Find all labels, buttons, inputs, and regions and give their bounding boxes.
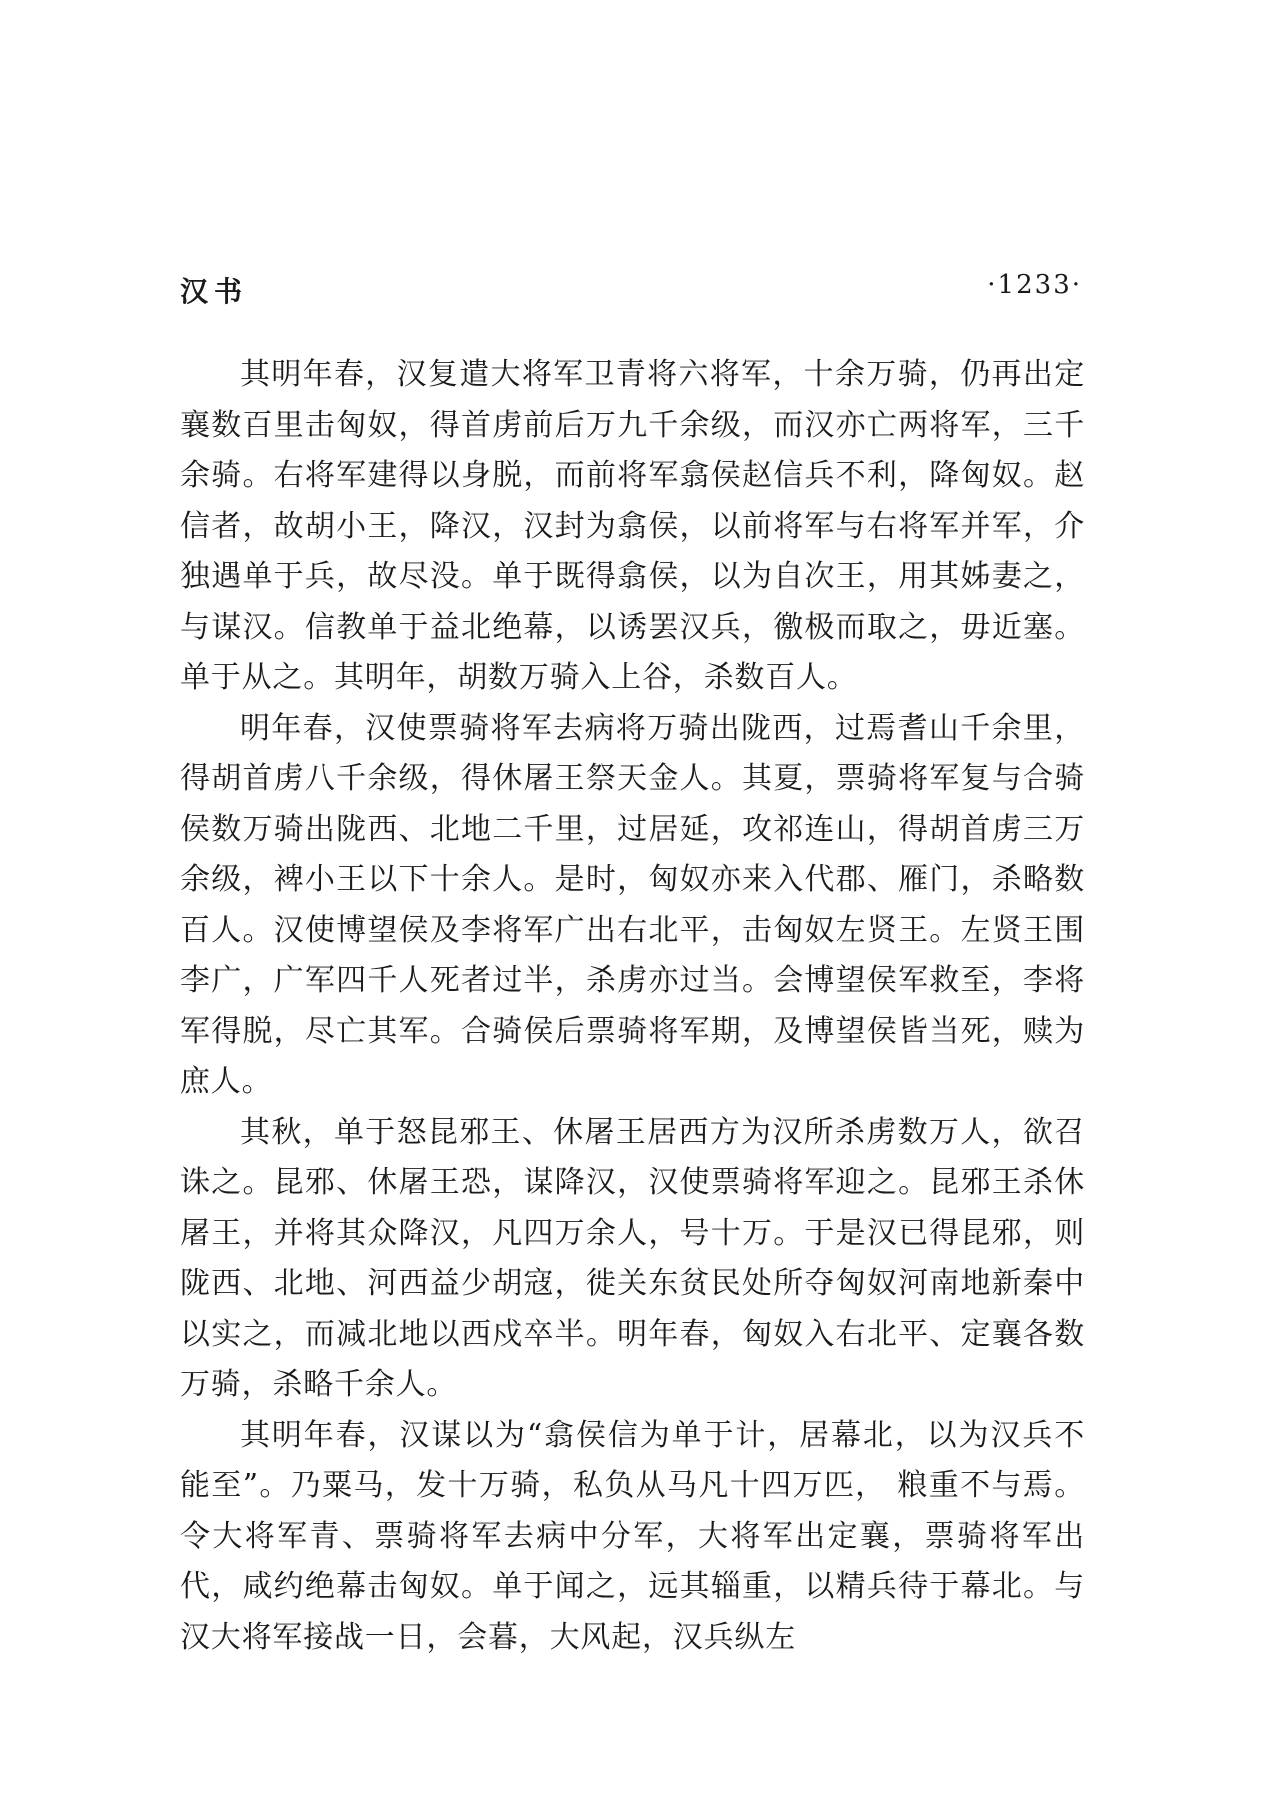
paragraph: 其秋，单于怒昆邪王、休屠王居西方为汉所杀虏数万人，欲召诛之。昆邪、休屠王恐，谋降汉，汉使票骑将军迎之。昆邪王杀休屠王，并将其众降汉，凡四万余人，号十万。于是汉已得昆邪，则陇西、北地、河西益少胡寇，徙关东贫民处所夺匈奴河南地新秦中以实之，而减北地以西戍卒半。明年春，匈奴入右北平、定襄各数万骑，杀略千余人。 — [180, 1114, 1085, 1402]
page-number: ·1233· — [987, 270, 1082, 300]
body-text — [180, 350, 1085, 1663]
running-title: 汉书 — [180, 275, 249, 308]
page-header — [180, 270, 1082, 310]
paragraph: 其明年春，汉谋以为“翕侯信为单于计，居幕北，以为汉兵不能至”。乃粟马，发十万骑，私负从马凡十四万匹， 粮重不与焉。令大将军青、票骑将军去病中分军，大将军出定襄，票骑将军出代，咸约绝幕击匈奴。单于闻之，远其辎重，以精兵待于幕北。与汉大将军接战一日，会暮，大风起，汉兵纵左 — [180, 1417, 1085, 1655]
paragraph: 明年春，汉使票骑将军去病将万骑出陇西，过焉耆山千余里，得胡首虏八千余级，得休屠王祭天金人。其夏，票骑将军复与合骑侯数万骑出陇西、北地二千里，过居延，攻祁连山，得胡首虏三万余级，裨小王以下十余人。是时，匈奴亦来入代郡、雁门，杀略数百人。汉使博望侯及李将军广出右北平，击匈奴左贤王。左贤王围李广，广军四千人死者过半，杀虏亦过当。会博望侯军救至，李将军得脱，尽亡其军。合骑侯后票骑将军期，及博望侯皆当死，赎为庶人。 — [180, 710, 1085, 1099]
paragraph: 其明年春，汉复遣大将军卫青将六将军，十余万骑，仍再出定襄数百里击匈奴，得首虏前后万九千余级，而汉亦亡两将军，三千余骑。右将军建得以身脱，而前将军翕侯赵信兵不利，降匈奴。赵信者，故胡小王，降汉，汉封为翕侯，以前将军与右将军并军，介独遇单于兵，故尽没。单于既得翕侯，以为自次王，用其姊妻之，与谋汉。信教单于益北绝幕，以诱罢汉兵，徼极而取之，毋近塞。单于从之。其明年，胡数万骑入上谷，杀数百人。 — [180, 357, 1085, 695]
